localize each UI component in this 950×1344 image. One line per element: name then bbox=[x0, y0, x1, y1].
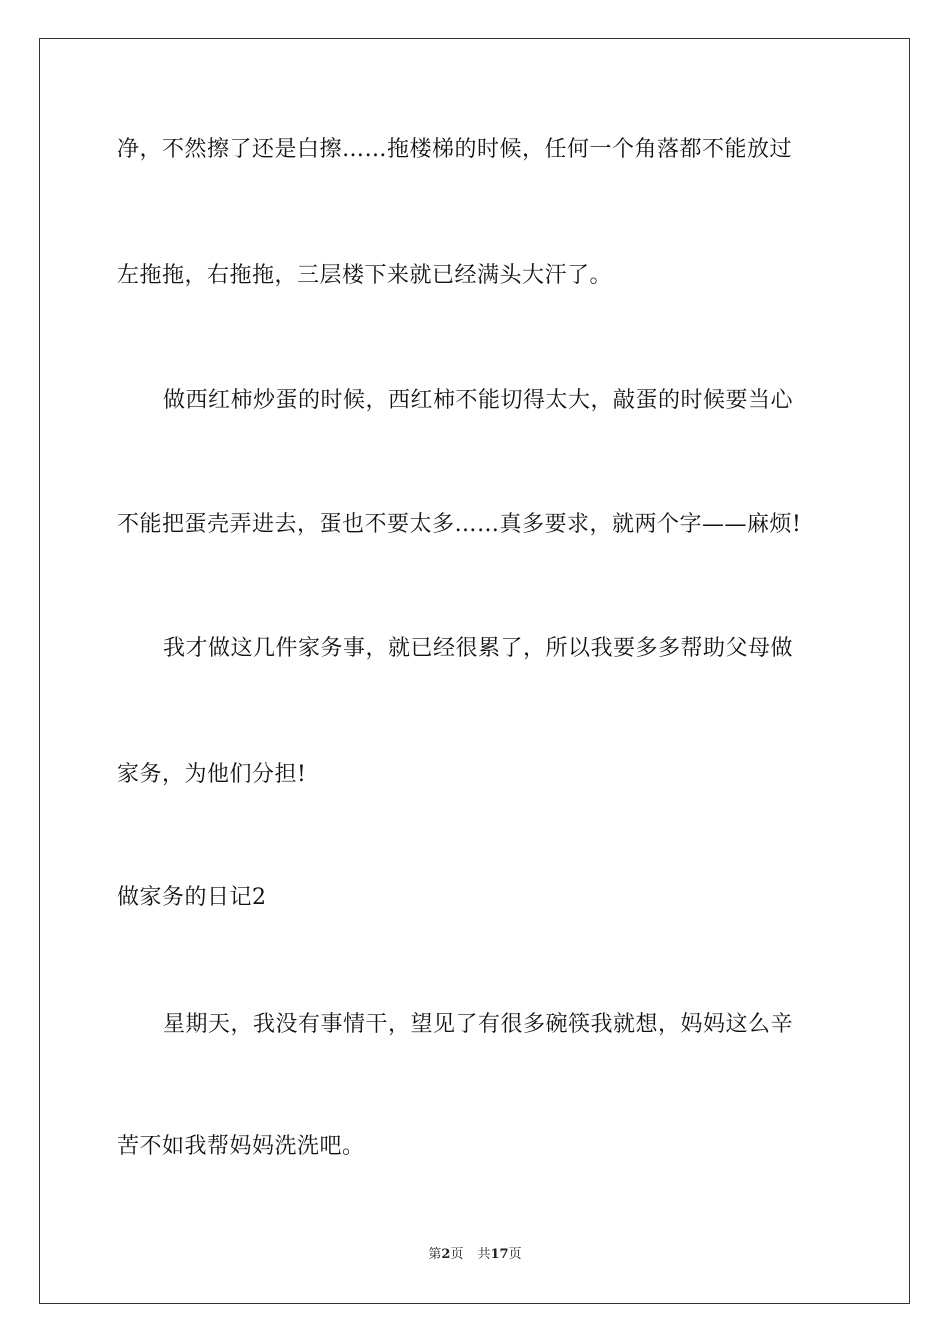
footer-total-pages: 17 bbox=[490, 1247, 509, 1262]
footer-page-suffix: 页 bbox=[450, 1247, 464, 1262]
footer-total-prefix: 共 bbox=[477, 1247, 491, 1262]
page-border bbox=[39, 38, 910, 1304]
paragraph-start-line: 星期天，我没有事情干，望见了有很多碗筷我就想，妈妈这么辛 bbox=[163, 1012, 794, 1037]
body-line: 不能把蛋壳弄进去，蛋也不要太多……真多要求，就两个字——麻烦! bbox=[117, 512, 802, 537]
body-line: 苦不如我帮妈妈洗洗吧。 bbox=[117, 1134, 365, 1159]
page-footer bbox=[0, 1246, 950, 1264]
footer-page-prefix: 第 bbox=[428, 1247, 442, 1262]
paragraph-start-line: 我才做这几件家务事，就已经很累了，所以我要多多帮助父母做 bbox=[163, 636, 794, 661]
section-heading: 做家务的日记2 bbox=[117, 885, 267, 910]
paragraph-start-line: 做西红柿炒蛋的时候，西红柿不能切得太大，敲蛋的时候要当心 bbox=[163, 388, 794, 413]
footer-total-suffix: 页 bbox=[508, 1247, 522, 1262]
footer-current-page: 2 bbox=[441, 1247, 451, 1262]
body-line: 家务，为他们分担! bbox=[117, 762, 307, 787]
body-line: 左拖拖，右拖拖，三层楼下来就已经满头大汗了。 bbox=[117, 263, 613, 288]
body-line: 净，不然擦了还是白擦……拖楼梯的时候，任何一个角落都不能放过 bbox=[117, 137, 793, 162]
